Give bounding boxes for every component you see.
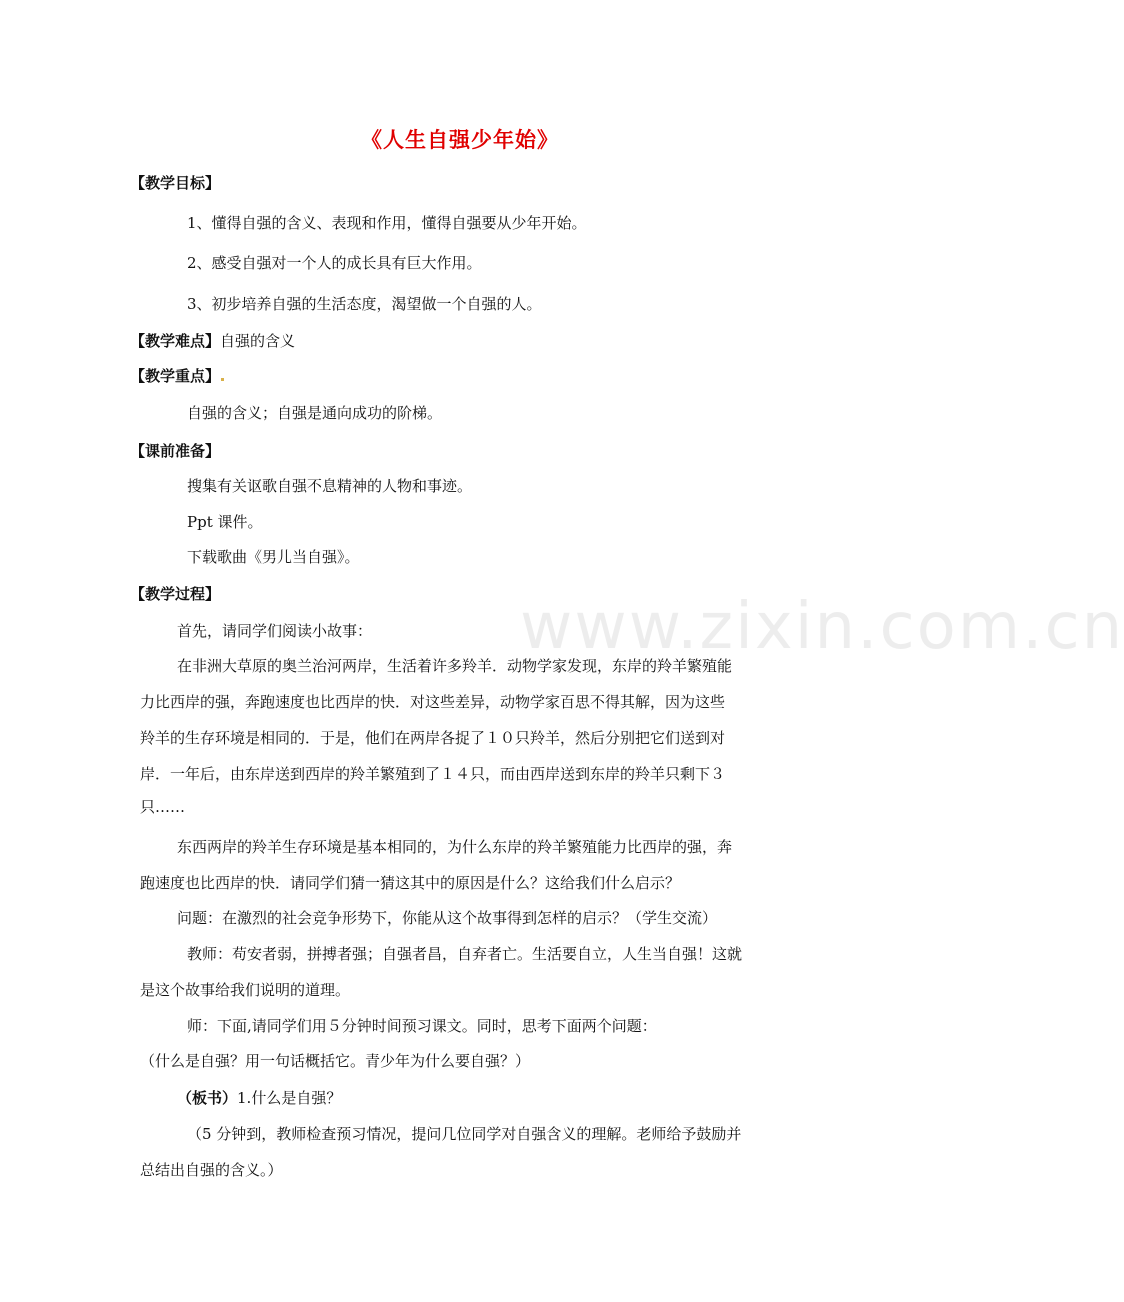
process-line: 师：下面,请同学们用５分钟时间预习课文。同时，思考下面两个问题： bbox=[187, 1017, 657, 1035]
difficulty-row bbox=[130, 330, 295, 352]
process-line: 只…… bbox=[140, 798, 186, 816]
goal-item-3: 3、初步培养自强的生活态度，渴望做一个自强的人。 bbox=[187, 295, 542, 313]
prep-item-1: 搜集有关讴歌自强不息精神的人物和事迹。 bbox=[187, 477, 473, 495]
goal-item-2: 2、感受自强对一个人的成长具有巨大作用。 bbox=[187, 254, 482, 272]
process-line: 在非洲大草原的奥兰治河两岸，生活着许多羚羊．动物学家发现，东岸的羚羊繁殖能 bbox=[177, 657, 733, 675]
process-line: 首先，请同学们阅读小故事： bbox=[177, 622, 373, 640]
process-line: 总结出自强的含义。） bbox=[140, 1161, 283, 1179]
process-line: 羚羊的生存环境是相同的．于是，他们在两岸各捉了１０只羚羊，然后分别把它们送到对 bbox=[140, 729, 726, 747]
process-line: 跑速度也比西岸的快．请同学们猜一猜这其中的原因是什么？这给我们什么启示？ bbox=[140, 874, 681, 892]
goal-item-1: 1、懂得自强的含义、表现和作用，懂得自强要从少年开始。 bbox=[187, 214, 587, 232]
board-label: （板书） bbox=[177, 1089, 238, 1107]
process-line: （什么是自强？用一句话概括它。青少年为什么要自强？） bbox=[140, 1052, 531, 1070]
focus-heading: 【教学重点】 bbox=[130, 367, 221, 385]
prep-heading: 【课前准备】 bbox=[130, 442, 221, 460]
goals-heading: 【教学目标】 bbox=[130, 174, 221, 192]
board-row bbox=[177, 1087, 341, 1109]
edit-mark bbox=[221, 378, 224, 381]
focus-heading-row bbox=[130, 365, 225, 387]
process-line: 岸．一年后，由东岸送到西岸的羚羊繁殖到了１４只，而由西岸送到东岸的羚羊只剩下３ bbox=[140, 765, 726, 783]
prep-item-2: Ppt 课件。 bbox=[187, 513, 263, 531]
process-line: 教师：苟安者弱，拼搏者强；自强者昌，自弃者亡。生活要自立，人生当自强！这就 bbox=[187, 945, 743, 963]
prep-item-3: 下载歌曲《男儿当自强》。 bbox=[187, 548, 360, 566]
process-line: （5 分钟到，教师检查预习情况，提问几位同学对自强含义的理解。老师给予鼓励并 bbox=[187, 1125, 742, 1143]
difficulty-heading: 【教学难点】 bbox=[130, 332, 221, 350]
board-text: 1.什么是自强？ bbox=[237, 1089, 342, 1107]
process-line: 是这个故事给我们说明的道理。 bbox=[140, 981, 351, 999]
process-heading: 【教学过程】 bbox=[130, 585, 221, 603]
watermark: www.zixin.com.cn bbox=[520, 590, 1124, 664]
page-title: 《人生自强少年始》 bbox=[361, 127, 559, 152]
focus-text: 自强的含义；自强是通向成功的阶梯。 bbox=[187, 404, 443, 422]
process-line: 力比西岸的强，奔跑速度也比西岸的快．对这些差异，动物学家百思不得其解，因为这些 bbox=[140, 693, 726, 711]
difficulty-text: 自强的含义 bbox=[220, 332, 296, 350]
process-line: 问题：在激烈的社会竞争形势下，你能从这个故事得到怎样的启示？（学生交流） bbox=[177, 909, 718, 927]
process-line: 东西两岸的羚羊生存环境是基本相同的，为什么东岸的羚羊繁殖能力比西岸的强，奔 bbox=[177, 838, 733, 856]
